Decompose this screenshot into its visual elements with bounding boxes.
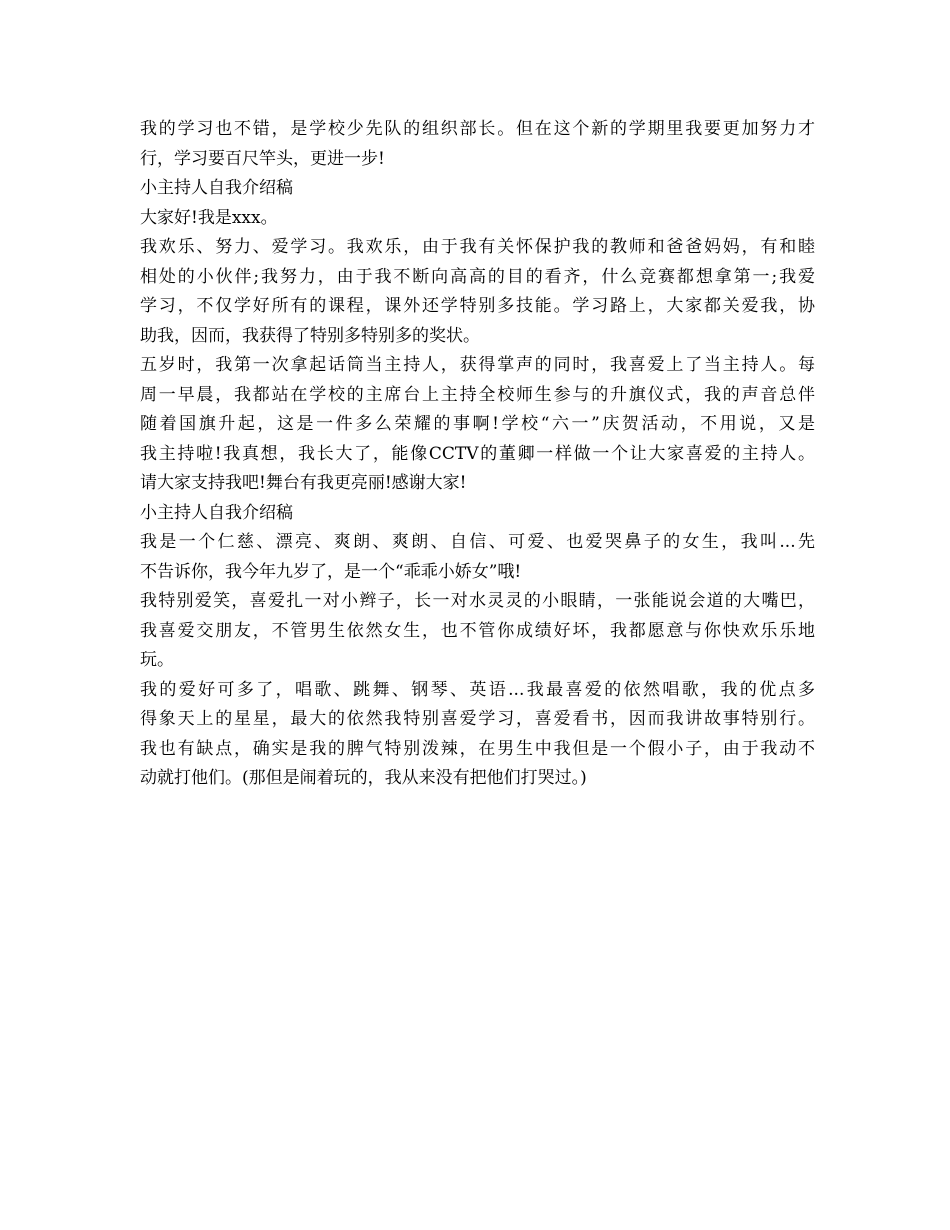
text-line: 我主持啦!我真想，我长大了，能像CCTV的董卿一样做一个让大家喜爱的主持人。 <box>140 443 815 464</box>
text-line: 小主持人自我介绍稿 <box>140 178 293 198</box>
text-line: 我也有缺点，确实是我的脾气特别泼辣，在男生中我但是一个假小子，由于我动不 <box>140 738 815 759</box>
document-body <box>140 115 815 794</box>
text-line: 我特别爱笑，喜爱扎一对小辫子，长一对水灵灵的小眼睛，一张能说会道的大嘴巴， <box>140 591 815 611</box>
text-line: 不告诉你，我今年九岁了，是一个“乖乖小娇女”哦! <box>140 561 522 582</box>
text-line: 动就打他们。(那但是闹着玩的，我从来没有把他们打哭过。) <box>140 768 587 788</box>
text-line: 大家好!我是xxx。 <box>140 207 278 228</box>
text-line: 得象天上的星星，最大的依然我特别喜爱学习，喜爱看书，因而我讲故事特别行。 <box>140 709 815 729</box>
text-line: 我欢乐、努力、爱学习。我欢乐，由于我有关怀保护我的教师和爸爸妈妈，有和睦 <box>140 237 815 257</box>
text-line: 五岁时，我第一次拿起话筒当主持人，获得掌声的同时，我喜爱上了当主持人。每 <box>140 355 815 375</box>
text-line: 相处的小伙伴;我努力，由于我不断向高高的目的看齐，什么竞赛都想拿第一;我爱 <box>140 266 815 287</box>
text-line: 周一早晨，我都站在学校的主席台上主持全校师生参与的升旗仪式，我的声音总伴 <box>140 384 815 405</box>
text-line: 随着国旗升起，这是一件多么荣耀的事啊!学校“六一”庆贺活动，不用说，又是 <box>140 414 815 434</box>
text-line: 我的学习也不错，是学校少先队的组织部长。但在这个新的学期里我要更加努力才 <box>140 119 815 139</box>
text-line: 我喜爱交朋友，不管男生依然女生，也不管你成绩好坏，我都愿意与你快欢乐乐地 <box>140 620 815 641</box>
text-line: 学习，不仅学好所有的课程，课外还学特别多技能。学习路上，大家都关爱我，协 <box>140 296 815 316</box>
text-line: 我的爱好可多了，唱歌、跳舞、钢琴、英语...我最喜爱的依然唱歌，我的优点多 <box>140 679 815 700</box>
text-line: 助我，因而，我获得了特别多特别多的奖状。 <box>140 325 480 346</box>
text-line: 请大家支持我吧!舞台有我更亮丽!感谢大家! <box>140 473 467 493</box>
text-line: 我是一个仁慈、漂亮、爽朗、爽朗、自信、可爱、也爱哭鼻子的女生，我叫...先 <box>140 532 815 552</box>
text-line: 玩。 <box>140 650 174 670</box>
text-line: 行，学习要百尺竿头，更进一步! <box>140 148 385 169</box>
text-line: 小主持人自我介绍稿 <box>140 502 293 523</box>
